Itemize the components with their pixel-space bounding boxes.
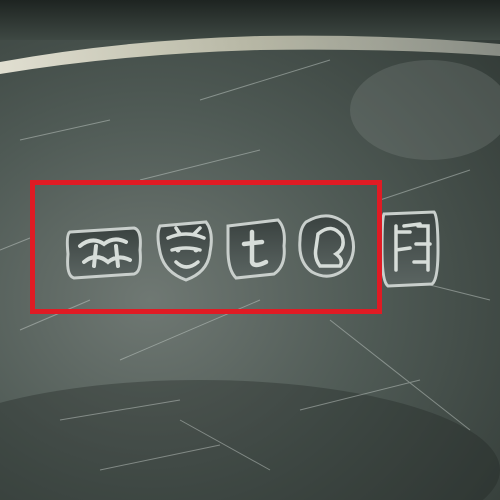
hallmark-maker — [382, 212, 438, 286]
highlight-box — [30, 180, 382, 314]
glare-patch — [350, 60, 500, 160]
shadow-patch — [0, 380, 500, 500]
dish-rim — [0, 0, 500, 40]
